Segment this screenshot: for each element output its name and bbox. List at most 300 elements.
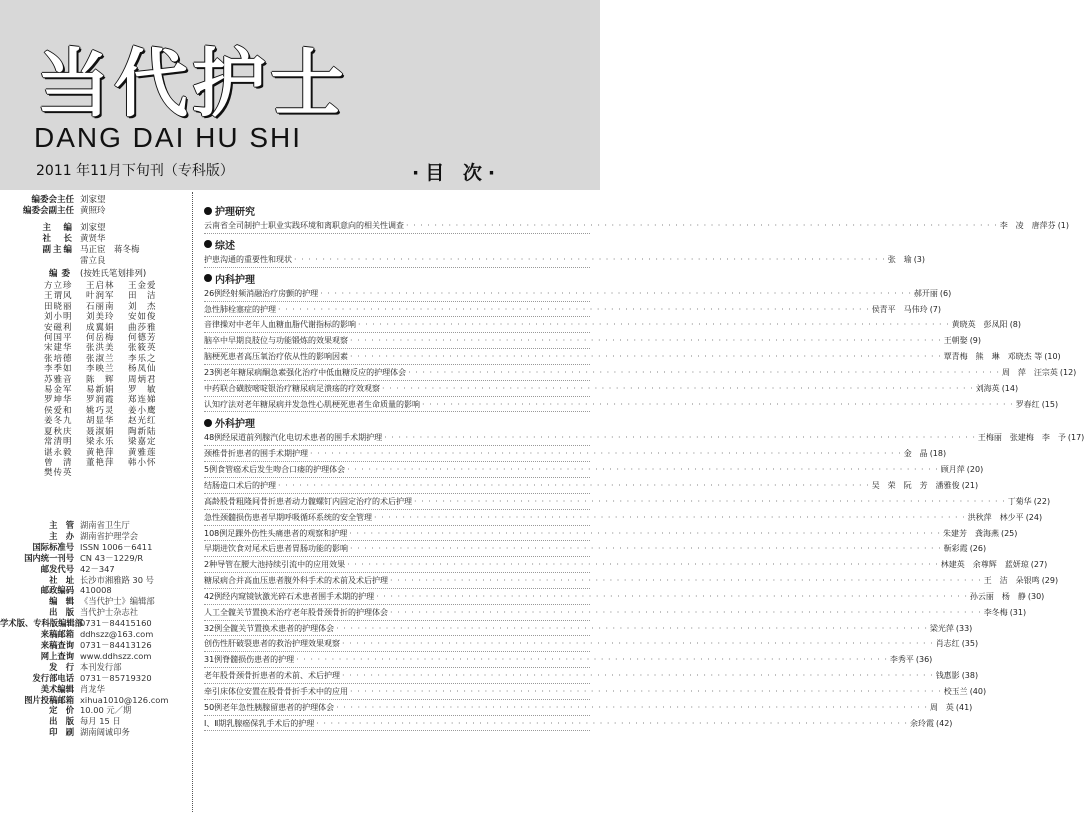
committee-member: 宋建华 [44, 343, 73, 354]
toc-section-title: 外科护理 [215, 419, 255, 431]
toc-leader-dots [406, 365, 1002, 381]
toc-entry-page[interactable]: (3) [913, 254, 926, 264]
toc-entry-page[interactable]: (33) [955, 623, 973, 633]
publication-value: 湖南省护理学会 [80, 530, 139, 541]
toc-entry[interactable] [204, 652, 933, 668]
staff-role: 副主编 [42, 245, 74, 255]
toc-entry-page[interactable]: (26) [969, 544, 987, 554]
toc-leader-dots [340, 668, 936, 684]
toc-leader-dots [372, 510, 968, 526]
toc-leader-dots [334, 621, 930, 637]
toc-entry-page[interactable]: (36) [915, 655, 933, 665]
toc-section-title: 护理研究 [215, 207, 255, 218]
journal-logo-cn: 当代护士 [36, 41, 348, 127]
toc-leader-dots [347, 526, 943, 542]
toc-leader-dots [294, 652, 890, 668]
toc-entry-title[interactable]: 急性颈髓损伤患者早期呼吸循环系统的安全管理 [204, 512, 372, 522]
toc-section-heading [204, 237, 590, 252]
toc-entry[interactable] [204, 557, 1048, 573]
editor-role: 编委会副主任 [22, 206, 74, 216]
publication-row [0, 607, 190, 618]
toc-leader-dots [404, 218, 1000, 234]
publication-label: 主 管 [49, 520, 74, 530]
toc-entry-page[interactable]: (27) [1030, 560, 1048, 570]
committee-member: 石丽南 [86, 301, 115, 312]
publication-row [0, 651, 190, 662]
staff-name: 雷立良 [80, 256, 106, 266]
publication-label: 定 价 [49, 705, 74, 716]
committee-member: 聂淑娟 [86, 426, 115, 437]
toc-entry-authors: 郝开丽 [913, 288, 938, 298]
toc-entry-title[interactable]: Ⅰ、Ⅱ期乳腺癌保乳手术后的护理 [204, 718, 315, 728]
publication-label: 主 办 [49, 530, 74, 541]
toc-entry-page[interactable]: (22) [1033, 496, 1051, 506]
toc-entry[interactable] [204, 541, 987, 557]
publication-value: CN 43－1229/R [80, 552, 144, 563]
publication-info [0, 520, 190, 738]
toc-entry-authors: 周 萍 汪宗英 [1001, 367, 1058, 377]
publication-value: 0731－84413126 [80, 639, 152, 650]
toc-entry-title[interactable]: 31例脊髓损伤患者的护理 [204, 655, 295, 665]
committee-member: 张培德 [44, 353, 73, 364]
editor-role: 编委会主任 [31, 195, 74, 205]
toc-entry-page[interactable]: (10) [1044, 352, 1061, 362]
committee-member: 方立珍 [44, 281, 73, 291]
toc-entry-authors: 林建英 余尊辉 蓝妍琼 [940, 560, 1029, 570]
publication-value: 湖南阔诚印务 [80, 727, 130, 738]
toc-entry[interactable] [204, 605, 1027, 621]
toc-entry-authors: 顾月萍 [940, 465, 965, 475]
publication-label: 发 行 [49, 661, 74, 672]
staff-row [0, 234, 190, 245]
toc-leader-dots [348, 333, 944, 349]
publication-row [0, 640, 190, 651]
toc-entry[interactable] [204, 349, 1061, 365]
committee-member: 周炳君 [128, 374, 157, 385]
committee-member: 张洪美 [86, 343, 115, 354]
toc-entry[interactable] [204, 252, 926, 268]
toc-section-title: 内科护理 [215, 274, 255, 286]
committee-note: (按姓氏笔划排列) [80, 269, 147, 279]
toc-entry-authors: 覃青梅 熊 琳 邓晓杰 等 [943, 352, 1043, 362]
publication-row [0, 618, 190, 629]
staff-role: 主 编 [42, 223, 74, 233]
toc-entry-title[interactable]: 5例食管癌术后发生吻合口瘘的护理体会 [204, 465, 346, 475]
publication-label: 网上查询 [40, 650, 74, 661]
toc-entry-authors: 朱建芳 龚海燕 [942, 528, 999, 538]
toc-entry[interactable] [204, 636, 979, 652]
toc-entry-page[interactable]: (25) [1000, 528, 1018, 538]
staff-role [18, 256, 80, 267]
toc-entry-page[interactable]: (8) [1009, 320, 1022, 330]
committee-member: 侯爱和 [44, 405, 73, 416]
staff-name: 刘家望 [80, 223, 106, 233]
committee-member: 谌永毅 [44, 447, 73, 458]
toc-entry-authors: 罗春红 [1015, 399, 1040, 409]
publication-value: 《当代护士》编辑部 [80, 596, 155, 607]
committee-member: 陶新陆 [128, 426, 157, 437]
committee-member: 董艳萍 [86, 457, 115, 468]
committee-member: 何岳梅 [86, 333, 115, 344]
toc-entry-page[interactable]: (14) [1001, 383, 1019, 393]
publication-row [0, 727, 190, 738]
toc-entry-page[interactable]: (18) [929, 449, 947, 459]
committee-member: 罗润霞 [86, 395, 115, 406]
toc-entry[interactable] [204, 668, 979, 684]
toc-entry-authors: 李秀平 [889, 655, 914, 665]
toc-entry-page[interactable]: (42) [935, 718, 953, 728]
toc-entry-title[interactable]: 108例足踝外伤性头痛患者的观察和护理 [204, 528, 348, 538]
committee-member: 罗坤华 [44, 395, 73, 406]
toc-entry[interactable] [204, 526, 1018, 542]
publication-row [0, 695, 190, 706]
committee-member: 姜小鹰 [128, 405, 157, 416]
toc-entry-authors: 靳彩霞 [943, 544, 968, 554]
toc-entry-title[interactable]: 人工全髋关节置换术治疗老年股骨颈骨折的护理体会 [204, 607, 388, 617]
committee-member: 田晓丽 [44, 301, 73, 312]
toc-entry[interactable] [204, 365, 1077, 381]
committee-member: 王金爱 [128, 281, 157, 291]
toc-entry-authors: 侯青平 马伟玲 [871, 304, 928, 314]
publication-row [0, 553, 190, 564]
committee-member: 李映兰 [86, 364, 115, 375]
toc-leader-dots [412, 494, 1008, 510]
toc-leader-dots [382, 430, 978, 446]
toc-title: ·目 次· [412, 162, 502, 184]
toc-entry-page[interactable]: (38) [961, 671, 979, 681]
toc-entry-authors: 王朝娶 [943, 336, 968, 346]
toc-entry-page[interactable]: (6) [939, 288, 952, 298]
toc-leader-dots [348, 684, 944, 700]
publication-value: ISSN 1006－6411 [80, 541, 153, 552]
committee-member: 韩小怀 [128, 457, 157, 468]
toc-leader-dots [420, 397, 1016, 413]
publication-value: www.ddhszz.com [80, 650, 152, 661]
toc-entry-title[interactable]: 26例经射频消融治疗房颤的护理 [204, 288, 319, 298]
toc-entry-authors: 王 洁 朵银鸣 [983, 576, 1040, 586]
publication-row [0, 716, 190, 727]
toc-entry-page[interactable]: (15) [1041, 399, 1059, 409]
committee-member: 何德芳 [128, 333, 157, 344]
toc-entry-page[interactable]: (1) [1057, 221, 1070, 230]
staff-row [0, 256, 190, 267]
toc-entry-authors: 余玲霞 [909, 718, 934, 728]
committee-member: 易金军 [44, 385, 73, 396]
toc-entry-authors: 校玉兰 [943, 686, 968, 696]
toc-entry-title[interactable]: 50例老年急性胰腺留患者的护理体会 [204, 702, 335, 712]
toc-leader-dots [388, 605, 984, 621]
publication-row [0, 542, 190, 553]
toc-entry-authors: 肖志红 [935, 639, 960, 649]
publication-row [0, 684, 190, 695]
committee-member: 姚巧灵 [86, 405, 115, 416]
toc-leader-dots [292, 252, 888, 268]
committee-member: 成翼娟 [86, 322, 115, 333]
toc-section-heading [204, 271, 590, 286]
committee-member: 陈 辉 [86, 374, 115, 385]
toc-leader-dots [276, 302, 872, 318]
toc-leader-dots [345, 462, 941, 478]
toc-entry-title[interactable]: 牵引床体位安置在股骨骨折手术中的应用 [204, 686, 348, 696]
toc-entry-title[interactable]: 脑卒中早期良肢位与功能锻炼的效果观察 [204, 336, 348, 346]
toc-entry[interactable] [204, 510, 1043, 526]
publication-label: 国内统一刊号 [24, 552, 74, 563]
toc-entry-page[interactable]: (21) [961, 480, 979, 490]
staff-name: 黄贤华 [80, 234, 106, 244]
publication-label: 出 版 [49, 716, 74, 727]
toc-entry-title[interactable]: 结肠造口术后的护理 [204, 480, 276, 490]
publication-label: 印 刷 [49, 727, 74, 738]
toc-entry-authors: 孙云丽 杨 静 [969, 591, 1026, 601]
staff-role: 社 长 [42, 234, 74, 244]
publication-label: 邮发代号 [40, 563, 74, 574]
toc-leader-dots [348, 349, 944, 365]
committee-member: 梁嘉定 [128, 437, 157, 448]
toc-entry-title[interactable]: 早期进饮食对尾术后患者胃肠功能的影响 [204, 544, 348, 554]
toc-entry-page[interactable]: (12) [1059, 367, 1077, 377]
committee-member: 刘小明 [44, 312, 73, 323]
committee-member: 叶润军 [86, 291, 115, 302]
editor-row [0, 195, 190, 206]
publication-label: 美术编辑 [40, 683, 74, 694]
committee-member: 何国平 [44, 333, 73, 344]
toc-entry-title[interactable]: 颈椎骨折患者的围手术期护理 [204, 449, 308, 459]
publication-value: 肖龙华 [80, 683, 105, 694]
toc-leader-dots [374, 589, 970, 605]
toc-entry[interactable] [204, 589, 1045, 605]
toc-entry-authors: 钱惠影 [935, 671, 960, 681]
publication-value: 10.00 元／期 [80, 705, 132, 716]
toc-entry-title[interactable]: 2种导管在腰大池持续引流中的应用效果 [204, 560, 346, 570]
toc-entry-title[interactable]: 48例经尿道前列腺汽化电切术患者的围手术期护理 [204, 433, 383, 443]
toc-entry-title[interactable]: 认知疗法对老年糖尿病并发急性心肌梗死患者生命质量的影响 [204, 399, 420, 409]
publication-row [0, 662, 190, 673]
bullet-icon [204, 419, 212, 427]
toc-entry-authors: 黄晓英 彭凤阳 [951, 320, 1008, 330]
committee-member: 黄雅莲 [128, 447, 157, 458]
toc-entry-page[interactable]: (40) [969, 686, 987, 696]
toc-entry-authors: 梁光萍 [929, 623, 954, 633]
toc-entry-page[interactable]: (24) [1025, 512, 1043, 522]
toc-entry[interactable] [204, 286, 952, 302]
toc-entry-title[interactable]: 云南省全司制护士职业实践环境和离职意向的相关性调查 [204, 221, 404, 230]
toc-entry-authors: 金 晶 [903, 449, 928, 459]
journal-logo-en: DANG DAI HU SHI [34, 122, 303, 153]
toc-entry-page[interactable]: (41) [955, 702, 973, 712]
toc-entry-title[interactable]: 音律操对中老年人血糖血脂代谢指标的影响 [204, 320, 356, 330]
toc-entry-page[interactable]: (29) [1041, 576, 1059, 586]
toc-entry-title[interactable]: 护患沟通的重要性和现状 [204, 254, 292, 264]
committee-grid [44, 281, 190, 479]
toc-entry[interactable] [204, 684, 987, 700]
toc-entry-page[interactable]: (31) [1009, 607, 1027, 617]
committee-member: 李乐之 [128, 353, 157, 364]
toc-leader-dots [388, 573, 984, 589]
committee-member: 胡显华 [86, 416, 115, 427]
committee-member: 李季如 [44, 364, 73, 375]
publication-value: 湖南省卫生厅 [80, 520, 130, 530]
bullet-icon [204, 274, 212, 282]
committee-member: 王启林 [86, 281, 115, 291]
publication-value: 42－347 [80, 563, 115, 574]
toc-leader-dots [348, 541, 944, 557]
editor-name: 刘家望 [80, 195, 106, 205]
toc-entry-page[interactable]: (7) [929, 304, 942, 314]
publication-row [0, 575, 190, 586]
publication-value: 0731－84415160 [80, 618, 152, 629]
committee-member: 樊传英 [44, 468, 73, 479]
publication-row [0, 585, 190, 596]
column-divider [192, 192, 193, 812]
committee-member: 苏雅音 [44, 374, 73, 385]
publication-row [0, 596, 190, 607]
publication-value: 每月 15 日 [80, 716, 121, 727]
committee-member: 杨凤仙 [128, 364, 157, 375]
publication-value: 0731－85719320 [80, 672, 152, 683]
editor-row [0, 206, 190, 217]
toc-entry-page[interactable]: (20) [966, 465, 984, 475]
toc-entry-authors: 洪秋萍 林少平 [967, 512, 1024, 522]
committee-member: 姜冬九 [44, 416, 73, 427]
toc-entry-authors: 王梅丽 张建梅 李 予 [977, 433, 1066, 443]
staff-row [0, 245, 190, 256]
toc-entry-page[interactable]: (17) [1067, 433, 1084, 443]
committee-heading [0, 269, 190, 280]
staff-list [0, 223, 190, 267]
toc-leader-dots [345, 557, 941, 573]
publication-row [0, 564, 190, 575]
publication-value: 410008 [80, 585, 112, 596]
toc-entry-authors: 张 瑜 [887, 254, 912, 264]
staff-row [0, 223, 190, 234]
toc-entry[interactable] [204, 478, 979, 494]
toc-section-title: 综述 [215, 240, 235, 252]
committee-member: 张淑兰 [86, 353, 115, 364]
toc-entry-title[interactable]: 42例经内窥镜钬激光碎石术患者围手术期的护理 [204, 591, 375, 601]
publication-row [0, 629, 190, 640]
toc-entry[interactable] [204, 621, 973, 637]
publication-label: 图片投稿邮箱 [24, 694, 74, 705]
committee-member: 安如俊 [128, 312, 157, 323]
toc-entry-title[interactable]: 中药联合磺胺嘧啶银治疗糖尿病足溃疡的疗效观察 [204, 383, 380, 393]
toc-entry[interactable] [204, 700, 973, 716]
toc-entry-title[interactable]: 创伤性肝破裂患者的救治护理效果观察 [204, 639, 340, 649]
toc-entry-page[interactable]: (9) [969, 336, 982, 346]
publication-label: 来稿邮箱 [40, 629, 74, 640]
toc-entry-title[interactable]: 32例全髋关节置换术患者的护理体会 [204, 623, 335, 633]
publication-value: 本刊发行部 [80, 661, 122, 672]
bullet-icon [204, 207, 212, 215]
toc-entry[interactable] [204, 716, 953, 732]
committee-member: 夏秋庆 [44, 426, 73, 437]
toc-leader-dots [340, 636, 936, 652]
toc-entry-page[interactable]: (35) [961, 639, 979, 649]
publication-label: 编 辑 [49, 596, 74, 607]
publication-value: xihua1010@126.com [80, 694, 169, 705]
toc-entry-authors: 丁菊华 [1007, 496, 1032, 506]
table-of-contents [204, 200, 1084, 731]
publication-label: 邮政编码 [40, 585, 74, 596]
publication-label: 国际标准号 [32, 541, 74, 552]
toc-entry[interactable] [204, 397, 1059, 413]
committee-role: 编委 [48, 269, 74, 279]
toc-entry-page[interactable]: (30) [1027, 591, 1045, 601]
bullet-icon [204, 240, 212, 248]
toc-entry-authors: 周 英 [929, 702, 954, 712]
publication-label: 出 版 [49, 607, 74, 618]
toc-leader-dots [380, 381, 976, 397]
committee-member: 罗 敏 [128, 385, 157, 396]
publication-row [0, 520, 190, 531]
publication-value: 当代护士杂志社 [80, 607, 139, 618]
committee-member: 曲莎雅 [128, 322, 157, 333]
committee-member: 曾 清 [44, 457, 73, 468]
toc-entry[interactable] [204, 381, 1019, 397]
toc-section-heading [204, 415, 590, 430]
toc-entry[interactable] [204, 446, 947, 462]
toc-entry[interactable] [204, 333, 982, 349]
toc-leader-dots [334, 700, 930, 716]
publication-label: 社 址 [49, 574, 74, 585]
editor-name: 黄照玲 [80, 206, 106, 216]
publication-row [0, 531, 190, 542]
toc-leader-dots [318, 286, 914, 302]
committee-member: 黄艳萍 [86, 447, 115, 458]
toc-entry-title[interactable]: 高龄股骨粗隆间骨折患者动力髋螺钉内固定治疗的术后护理 [204, 496, 412, 506]
committee-member: 常清明 [44, 437, 73, 448]
toc-entry-authors: 吴 荣 阮 芳 潘雅俊 [871, 480, 960, 490]
committee-member: 郑连娣 [128, 395, 157, 406]
toc-leader-dots [356, 317, 952, 333]
publication-label: 发行部电话 [32, 672, 74, 683]
committee-member: 安磁利 [44, 322, 73, 333]
toc-entry-title[interactable]: 23例老年糖尿病酮急素强化治疗中低血糖反应的护理体会 [204, 367, 407, 377]
toc-entry[interactable] [204, 430, 1084, 446]
toc-leader-dots [308, 446, 904, 462]
editorial-column [0, 195, 190, 479]
toc-section-heading [204, 203, 590, 218]
committee-member: 张筱英 [128, 343, 157, 354]
toc-entry[interactable] [204, 494, 1051, 510]
committee-member: 梁永乐 [86, 437, 115, 448]
toc-entry[interactable] [204, 317, 1022, 333]
issue-label: 2011 年11月下旬刊（专科版） [36, 163, 234, 179]
publication-value: 长沙市湘雅路 30 号 [80, 574, 154, 585]
publication-row [0, 673, 190, 684]
toc-entry-title[interactable]: 老年股骨颈骨折患者的术前、术后护理 [204, 671, 340, 681]
staff-name: 马正宦 蒋冬梅 [80, 245, 140, 255]
toc-entry-title[interactable]: 急性肺栓塞症的护理 [204, 304, 276, 314]
toc-entry-title[interactable]: 脑梗死患者高压氧治疗依从性的影响因素 [204, 352, 348, 362]
publication-label: 来稿查询 [40, 639, 74, 650]
toc-entry-authors: 李冬梅 [983, 607, 1008, 617]
editor-list [0, 195, 190, 217]
committee-member: 王谓风 [44, 291, 73, 302]
toc-leader-dots [314, 716, 910, 732]
committee-member: 刘 杰 [128, 301, 157, 312]
toc-entry[interactable] [204, 302, 942, 318]
toc-entry-authors: 刘海英 [975, 383, 1000, 393]
committee-member: 刘美玲 [86, 312, 115, 323]
toc-entry[interactable] [204, 218, 1070, 234]
publication-value: ddhszz@163.com [80, 629, 154, 640]
toc-leader-dots [276, 478, 872, 494]
toc-entry[interactable] [204, 573, 1059, 589]
committee-member: 田 洁 [128, 291, 157, 302]
toc-entry[interactable] [204, 462, 984, 478]
publication-label: 学术版、专科版编辑部 [0, 618, 83, 629]
toc-entry-title[interactable]: 糖尿病合并高血压患者腹外科手术的术前及术后护理 [204, 576, 388, 586]
